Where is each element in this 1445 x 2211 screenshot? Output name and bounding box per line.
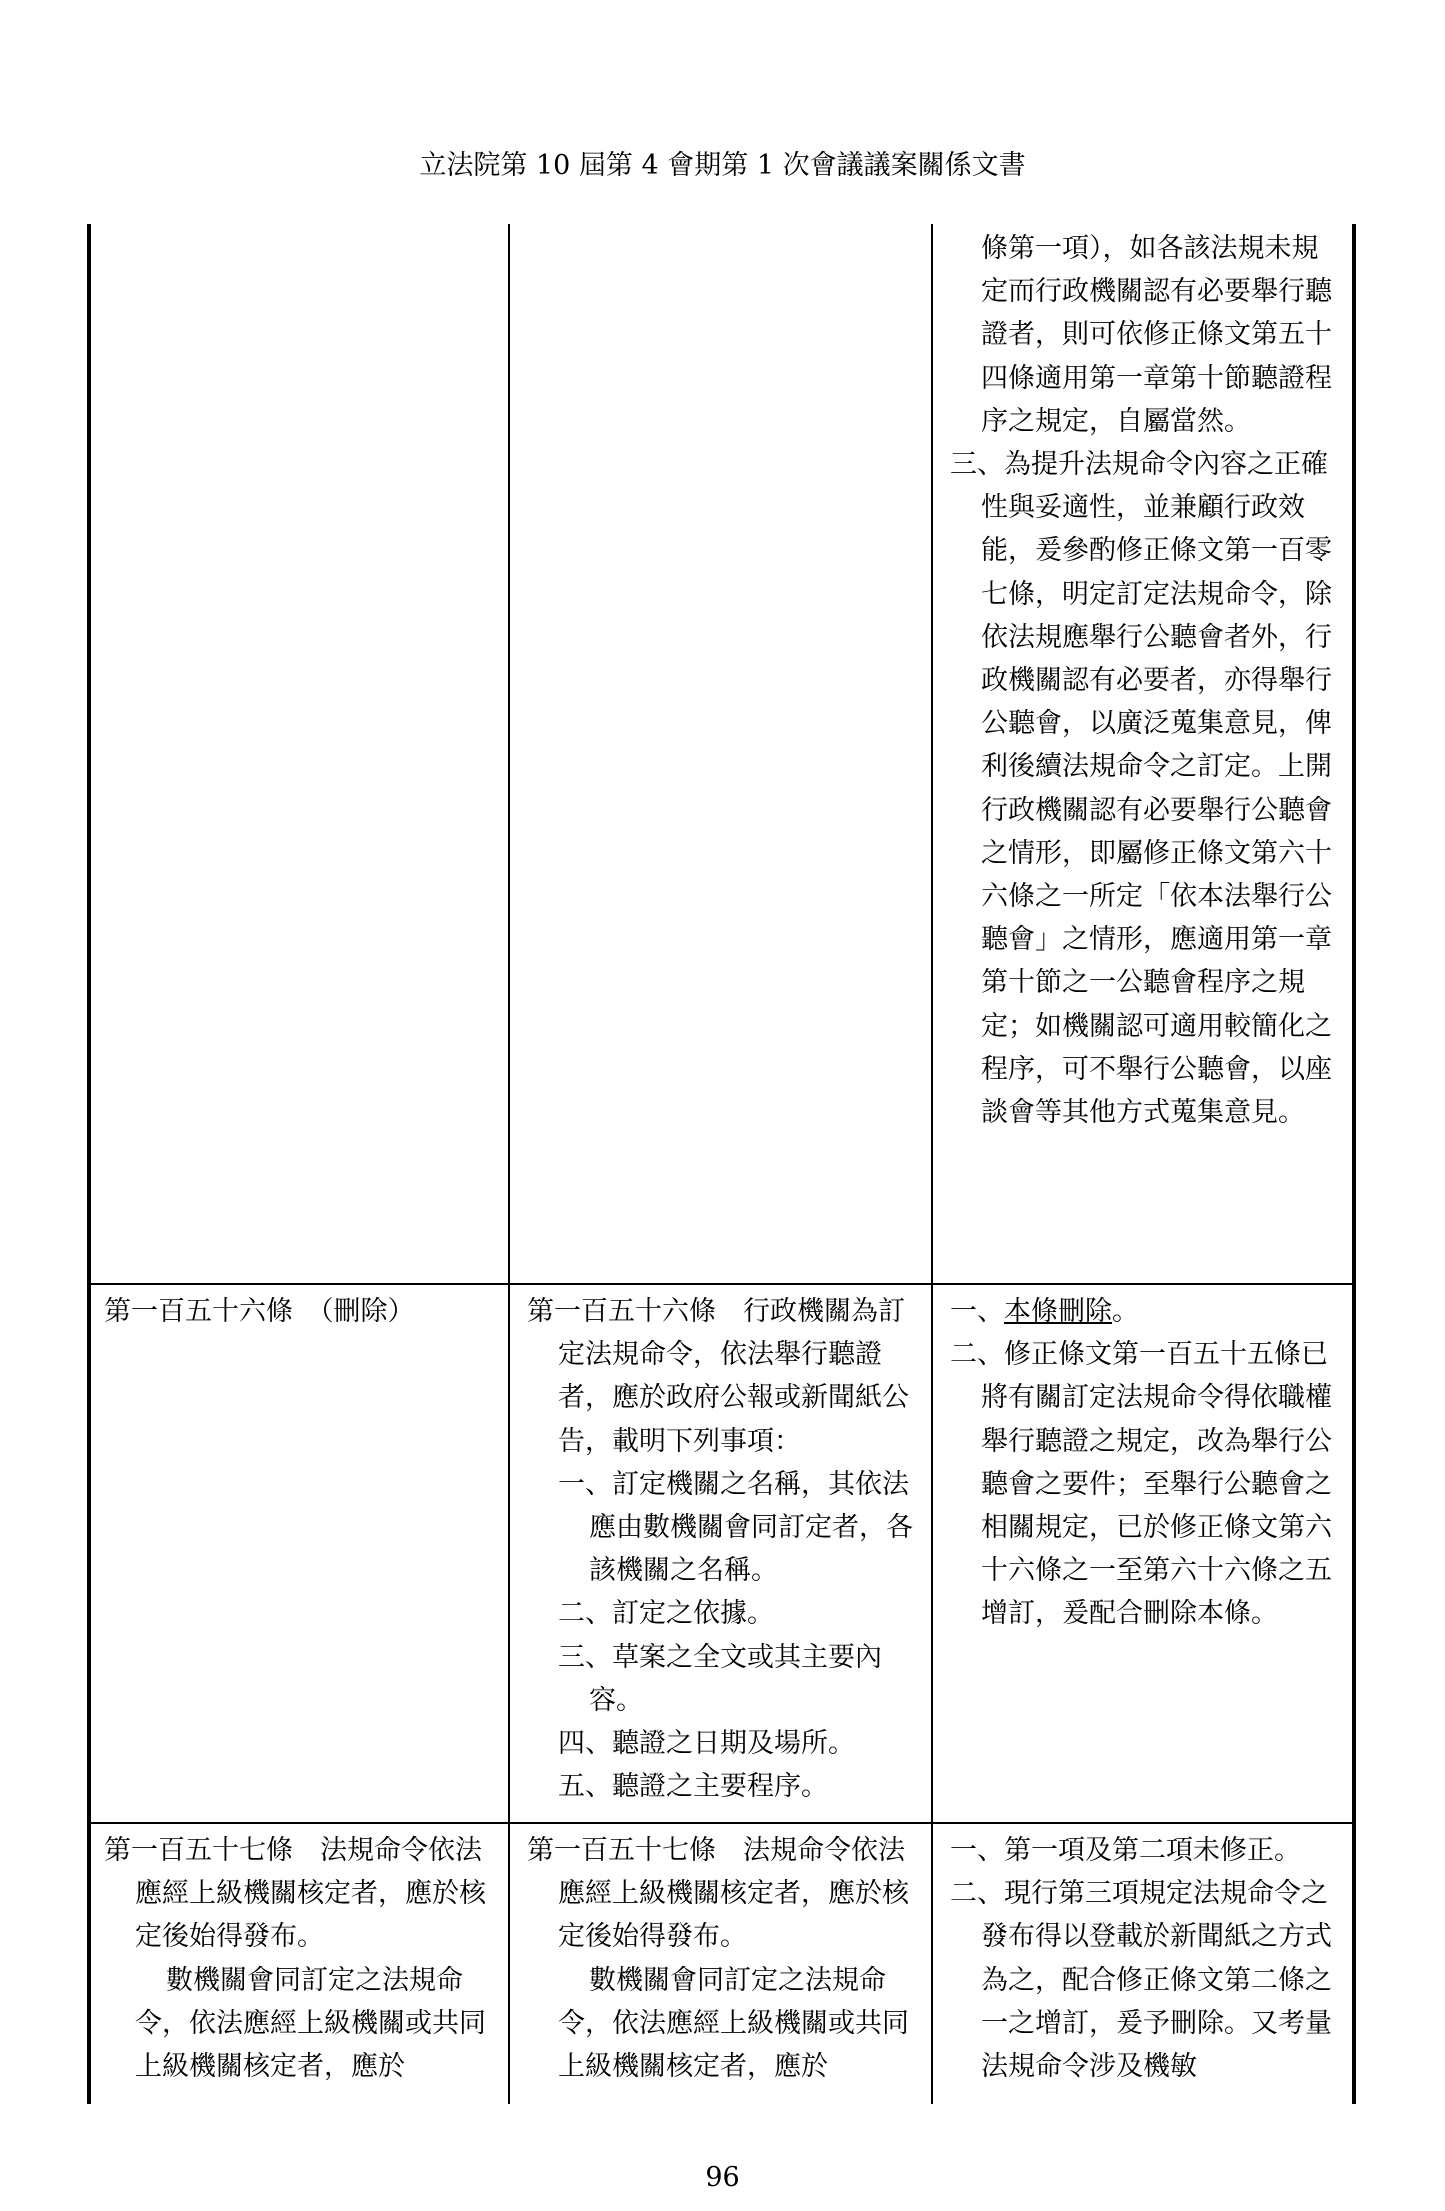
original-article-156: 第一百五十六條 行政機關為訂定法規命令，依法舉行聽證者，應於政府公報或新聞紙公告，載明下列事項： bbox=[527, 1296, 909, 1457]
row2-col2 bbox=[527, 1290, 917, 1808]
explanation-item-2: 二、修正條文第一百五十五條已將有關訂定法規命令得依職權舉行聽證之規定，改為舉行公聽會之要件；至舉行公聽會之相關規定，已於修正條文第六十六條之一至第六十六條之五增訂，爰配合刪除本條。 bbox=[950, 1339, 1332, 1630]
explanation-item-3: 三、為提升法規命令內容之正確性與妥適性，並兼顧行政效能，爰參酌修正條文第一百零七條，明定訂定法規命令，除依法規應舉行公聽會者外，行政機關認有必要者，亦得舉行公聽會，以廣泛蒐集意見，俾利後續法規命令之訂定。上開行政機關認有必要舉行公聽會之情形，即屬修正條文第六十六條之一所定「依本法舉行公聽會」之情形，應適用第一章第十節之一公聽會程序之規定；如機關認可適用較簡化之程序，可不舉行公聽會，以座談會等其他方式蒐集意見。 bbox=[950, 449, 1332, 1129]
current-article-156: 第一百五十六條 （刪除） bbox=[104, 1296, 415, 1327]
row2-col1 bbox=[104, 1290, 494, 1333]
original-article-157: 第一百五十七條 法規命令依法應經上級機關核定者，應於核定後始得發布。 bbox=[527, 1835, 909, 1953]
row-divider-2 bbox=[87, 1822, 1356, 1824]
article-paragraph: 數機關會同訂定之法規命令，依法應經上級機關或共同上級機關核定者，應於 bbox=[135, 1964, 486, 2083]
explanation-item-1: 一、本條刪除。 bbox=[950, 1296, 1139, 1327]
row1-col3 bbox=[950, 227, 1340, 1134]
list-item: 四、聽證之日期及場所。 bbox=[558, 1728, 855, 1760]
row3-col2 bbox=[527, 1829, 917, 2088]
list-item: 二、訂定之依據。 bbox=[558, 1598, 774, 1630]
explanation-paragraph: 條第一項），如各該法規未規定而行政機關認有必要舉行聽證者，則可依修正條文第五十四條適用第一章第十節聽證程序之規定，自屬當然。 bbox=[981, 233, 1332, 437]
explanation-item-1: 一、第一項及第二項未修正。 bbox=[950, 1835, 1301, 1866]
page-number: 96 bbox=[705, 2162, 740, 2193]
row-divider-1 bbox=[87, 1283, 1356, 1285]
row3-col1 bbox=[104, 1829, 494, 2088]
explanation-item-2: 二、現行第三項規定法規命令之發布得以登載於新聞紙之方式為之，配合修正條文第二條之一之增訂，爰予刪除。又考量法規命令涉及機敏 bbox=[950, 1878, 1332, 2083]
row3-col3 bbox=[950, 1829, 1340, 2088]
article-paragraph: 數機關會同訂定之法規命令，依法應經上級機關或共同上級機關核定者，應於 bbox=[558, 1964, 909, 2083]
document-header: 立法院第 10 屆第 4 會期第 1 次會議議案關係文書 bbox=[419, 150, 1026, 181]
list-item: 一、訂定機關之名稱，其依法應由數機關會同訂定者，各該機關之名稱。 bbox=[558, 1468, 913, 1587]
list-item: 三、草案之全文或其主要內容。 bbox=[558, 1641, 882, 1716]
list-item: 五、聽證之主要程序。 bbox=[558, 1771, 828, 1803]
underlined-text: 本條刪除 bbox=[1004, 1296, 1112, 1327]
row2-col3 bbox=[950, 1290, 1340, 1636]
current-article-157: 第一百五十七條 法規命令依法應經上級機關核定者，應於核定後始得發布。 bbox=[104, 1835, 486, 1953]
